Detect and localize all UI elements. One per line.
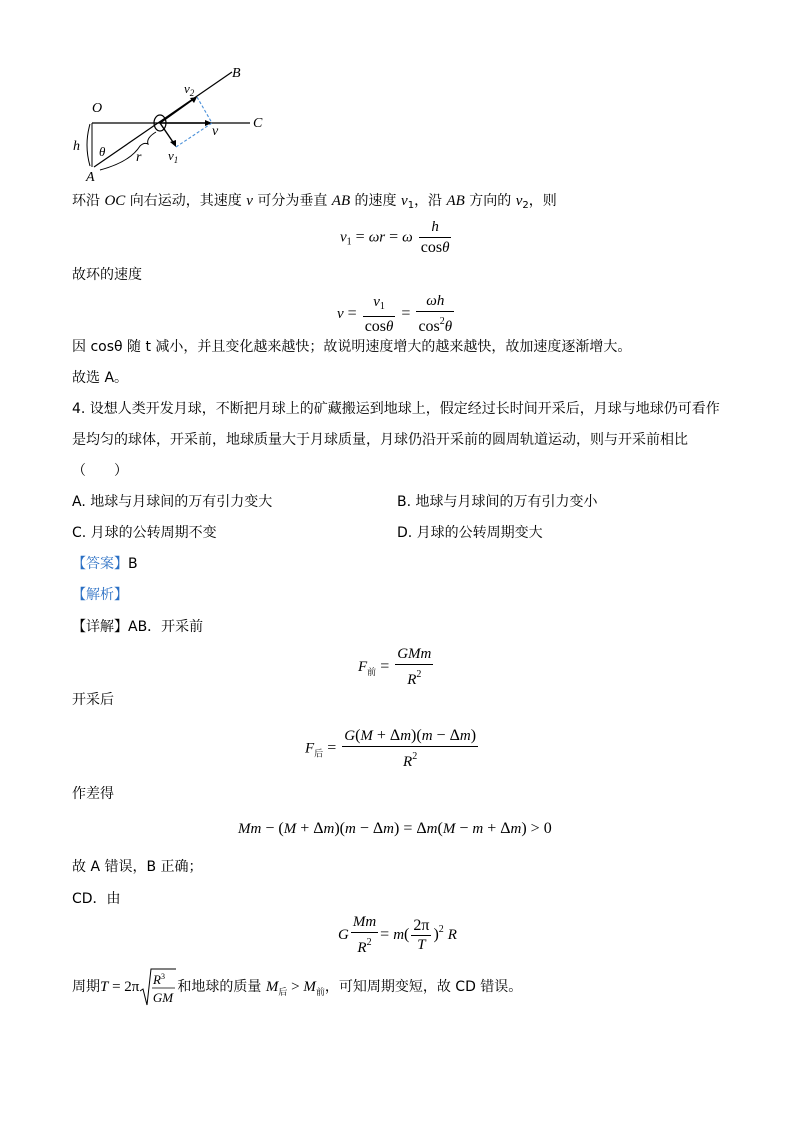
text-line3: 因 cosθ 随 t 减小，并且变化越来越快；故说明速度增大的越来越快，故加速度逐渐增大。 bbox=[72, 339, 632, 355]
v1-arrowhead bbox=[170, 140, 176, 147]
label-c: C bbox=[253, 116, 263, 131]
v2-arrow bbox=[160, 98, 195, 123]
dashed-v2-v bbox=[197, 97, 212, 123]
label-b: B bbox=[232, 66, 241, 81]
text-line2: 故环的速度 bbox=[72, 267, 142, 283]
text-final: 周期T = 2π $R^3$ GM 和地球的质量 $M_后 > M_前$，可知周期变短，故 CD 错误。 bbox=[72, 965, 522, 1009]
analysis-tag: 【解析】 bbox=[72, 587, 128, 603]
equation-1: $v_1 = \omega r = \omega$ $\frac{h}{\cos\theta}$ bbox=[340, 219, 450, 256]
option-d: D. 月球的公转周期变大 bbox=[397, 525, 543, 541]
equation-3: $F_前$ = $\frac{\text{GMm}}{R^2}$ bbox=[358, 646, 432, 688]
option-b: B. 地球与月球间的万有引力变小 bbox=[397, 494, 598, 510]
label-r: r bbox=[136, 150, 142, 165]
option-c: C. 月球的公转周期不变 bbox=[72, 525, 217, 541]
label-o: O bbox=[92, 101, 103, 116]
text-after: 开采后 bbox=[72, 692, 114, 708]
label-a: A bbox=[86, 170, 95, 185]
label-v1: $v_1$ bbox=[168, 148, 179, 165]
answer-tag: 【答案】 bbox=[72, 556, 128, 572]
text-conclusion-1: 故 A 错误，B 正确； bbox=[72, 859, 203, 875]
question-4-line2: 是均匀的球体，开采前，地球质量大于月球质量，月球仍沿开采前的圆周轨道运动，则与开采前相比 bbox=[72, 432, 688, 448]
label-v2: $v_2$ bbox=[184, 81, 195, 98]
line-ab bbox=[94, 72, 232, 167]
label-h: h bbox=[73, 139, 80, 154]
label-v: v bbox=[212, 124, 219, 139]
answer-line bbox=[72, 554, 138, 574]
option-a: A. 地球与月球间的万有引力变大 bbox=[72, 494, 273, 510]
question-4-paren: （ ） bbox=[72, 463, 128, 479]
h-brace bbox=[87, 124, 90, 166]
svg-text:R3: $R^3$ bbox=[153, 972, 166, 987]
equation-4: $F_后$ = $\frac{G(M + \Delta m)(m - \Delta m)}{R^2}$ bbox=[305, 727, 477, 770]
velocity-diagram bbox=[60, 60, 280, 185]
text-line4: 故选 A。 bbox=[72, 370, 129, 386]
equation-6: G $\frac{Mm}{R^2}$ = m( $\frac{2\pi}{T}$ )$^2$ R bbox=[338, 914, 457, 956]
answer-value: B bbox=[128, 556, 138, 572]
label-theta: θ bbox=[99, 144, 106, 159]
text-line1: 环沿 OC 向右运动，其速度 v 可分为垂直 AB 的速度 $v_1$，沿 AB 方向的 $v_2$，则 bbox=[72, 193, 557, 211]
text-cd: CD．由 bbox=[72, 891, 121, 907]
dashed-v1-v bbox=[176, 123, 212, 147]
r-brace bbox=[100, 132, 156, 170]
sqrt-icon bbox=[139, 967, 177, 1007]
question-4-line1: 4. 设想人类开发月球，不断把月球上的矿藏搬运到地球上，假定经过长时间开采后，月球与地球仍可看作 bbox=[72, 401, 720, 417]
detail-line bbox=[72, 617, 203, 637]
equation-2: v = $\frac{v_1}{\cos\theta}$ = $\frac{\omega h}{\cos^2\theta}$ bbox=[337, 293, 453, 335]
equation-5: Mm − (M + Δm)(m − Δm) = Δm(M − m + Δm) > 0 bbox=[238, 820, 552, 837]
detail-tag: 【详解】 bbox=[72, 619, 128, 635]
detail-ab: AB．开采前 bbox=[128, 619, 204, 635]
svg-text:GM: GM bbox=[153, 990, 174, 1005]
text-diff: 作差得 bbox=[72, 786, 114, 802]
